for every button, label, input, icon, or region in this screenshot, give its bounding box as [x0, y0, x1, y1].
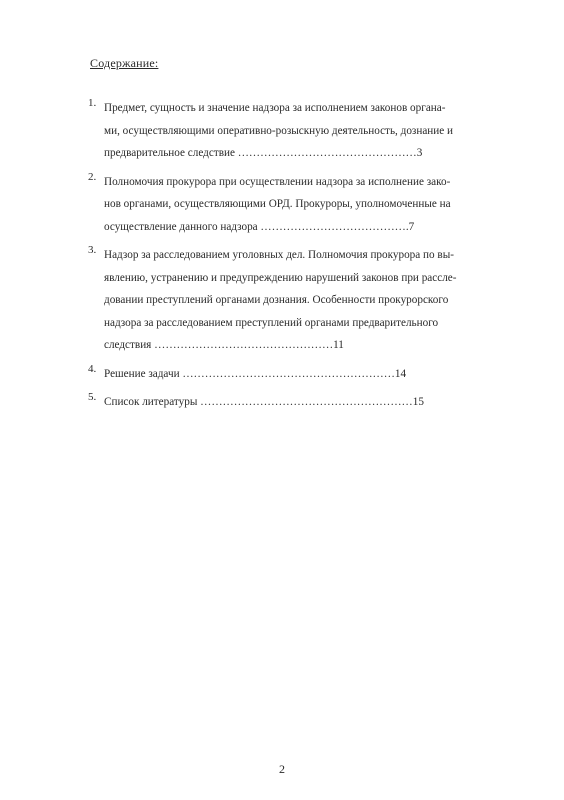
toc-title: Содержание:	[90, 56, 159, 70]
toc-item-number: 4.	[88, 362, 97, 375]
toc-item-line: явлению, устранению и предупреждению нарушений законов при рассле-	[104, 271, 457, 284]
toc-item-line: Решение задачи …………………………………………………14	[104, 367, 407, 380]
toc-item	[88, 97, 530, 165]
toc-item-line: предварительное следствие …………………………………………3	[104, 147, 423, 159]
page-number: 2	[279, 762, 285, 776]
toc-item-line: Список литературы …………………………………………………15	[104, 396, 424, 408]
toc-item-number: 3.	[88, 244, 97, 256]
toc-item-line: осуществление данного надзора ………………………………….7	[104, 220, 415, 233]
toc-item	[88, 363, 530, 386]
toc-item-line: надзора за расследованием преступлений органами предварительного	[104, 316, 439, 329]
toc-item-line: нов органами, осуществляющими ОРД. Прокуроры, уполномоченные на	[104, 198, 451, 210]
toc-item-number: 1.	[88, 97, 97, 109]
toc-item-line: Полномочия прокурора при осуществлении надзора за исполнение зако-	[104, 175, 451, 188]
toc-item	[88, 171, 530, 239]
toc-item-line: следствия …………………………………………11	[104, 339, 344, 351]
toc-list	[88, 97, 530, 420]
toc-item-number: 2.	[88, 170, 97, 183]
toc-item-line: довании преступлений органами дознания. Особенности прокурорского	[104, 294, 449, 306]
toc-item	[88, 244, 530, 357]
toc-item-number: 5.	[88, 391, 97, 403]
toc-item	[88, 391, 530, 414]
toc-item-line: ми, осуществляющими оперативно-розыскную деятельность, дознание и	[104, 124, 454, 137]
toc-item-line: Надзор за расследованием уголовных дел. Полномочия прокурора по вы-	[104, 249, 454, 261]
toc-item-line: Предмет, сущность и значение надзора за исполнением законов органа-	[104, 102, 446, 114]
